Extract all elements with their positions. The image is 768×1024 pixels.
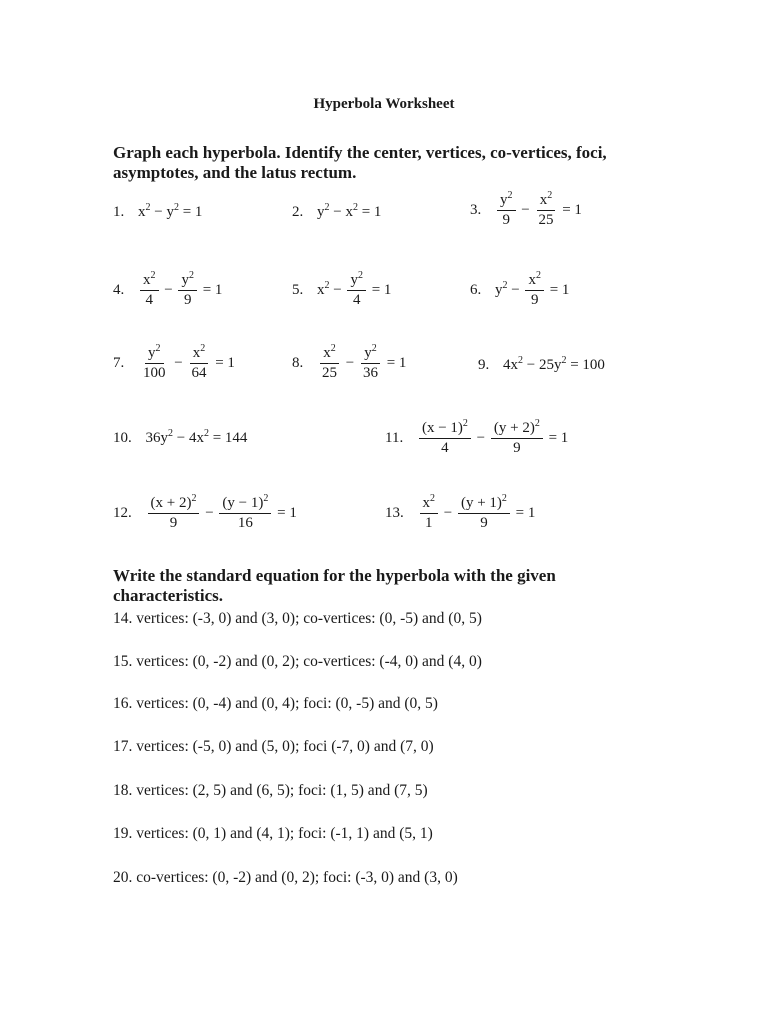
- problem-8: 8. $\frac{x^2}{25}$ − $\frac{y^2}{36}$ = 1: [292, 343, 407, 382]
- problem-4: 4. $\frac{x^2}{4}$ − $\frac{y^2}{9}$ = 1: [113, 270, 223, 309]
- instructions-standard-equation: Write the standard equation for the hyperbola with the given characteristics.: [113, 566, 556, 605]
- problem-6: 6. $y^2$ − $\frac{x^2}{9}$ = 1: [470, 270, 570, 309]
- problem-10: 10. $36y^2 - 4x^2 = 144$: [113, 428, 248, 446]
- page-title: Hyperbola Worksheet: [313, 96, 455, 112]
- problem-16: 16. vertices: (0, -4) and (0, 4); foci: (0, -5) and (0, 5): [113, 695, 438, 712]
- problem-14: 14. vertices: (-3, 0) and (3, 0); co-vertices: (0, -5) and (0, 5): [113, 610, 482, 627]
- instructions-graph: Graph each hyperbola. Identify the center, vertices, co-vertices, foci, asymptotes, and the latus rectum.: [113, 143, 607, 182]
- problem-12: 12. $\frac{(x + 2)^2}{9}$ − $\frac{(y - 1)^2}{16}$ = 1: [113, 493, 297, 532]
- problem-11: 11. $\frac{(x - 1)^2}{4}$ − $\frac{(y + 2)^2}{9}$ = 1: [385, 418, 569, 457]
- problem-5: 5. $x^2$ − $\frac{y^2}{4}$ = 1: [292, 270, 392, 309]
- problem-13: 13. $\frac{x^2}{1}$ − $\frac{(y + 1)^2}{9}$ = 1: [385, 493, 536, 532]
- problem-7: 7. $\frac{y^2}{100}$ − $\frac{x^2}{64}$ = 1: [113, 343, 235, 382]
- problem-20: 20. co-vertices: (0, -2) and (0, 2); foci: (-3, 0) and (3, 0): [113, 869, 458, 886]
- problem-18: 18. vertices: (2, 5) and (6, 5); foci: (1, 5) and (7, 5): [113, 782, 428, 799]
- problem-15: 15. vertices: (0, -2) and (0, 2); co-vertices: (-4, 0) and (4, 0): [113, 653, 482, 670]
- problem-1: 1. $x^2 - y^2 = 1$: [113, 202, 203, 220]
- problem-9: 9. $4x^2 - 25y^2 = 100$: [478, 355, 605, 373]
- problem-19: 19. vertices: (0, 1) and (4, 1); foci: (-1, 1) and (5, 1): [113, 825, 433, 842]
- problem-3: 3. $\frac{y^2}{9}$ − $\frac{x^2}{25}$ = 1: [470, 190, 582, 229]
- problem-2: 2. $y^2 - x^2 = 1$: [292, 202, 382, 220]
- problem-17: 17. vertices: (-5, 0) and (5, 0); foci (-7, 0) and (7, 0): [113, 738, 434, 755]
